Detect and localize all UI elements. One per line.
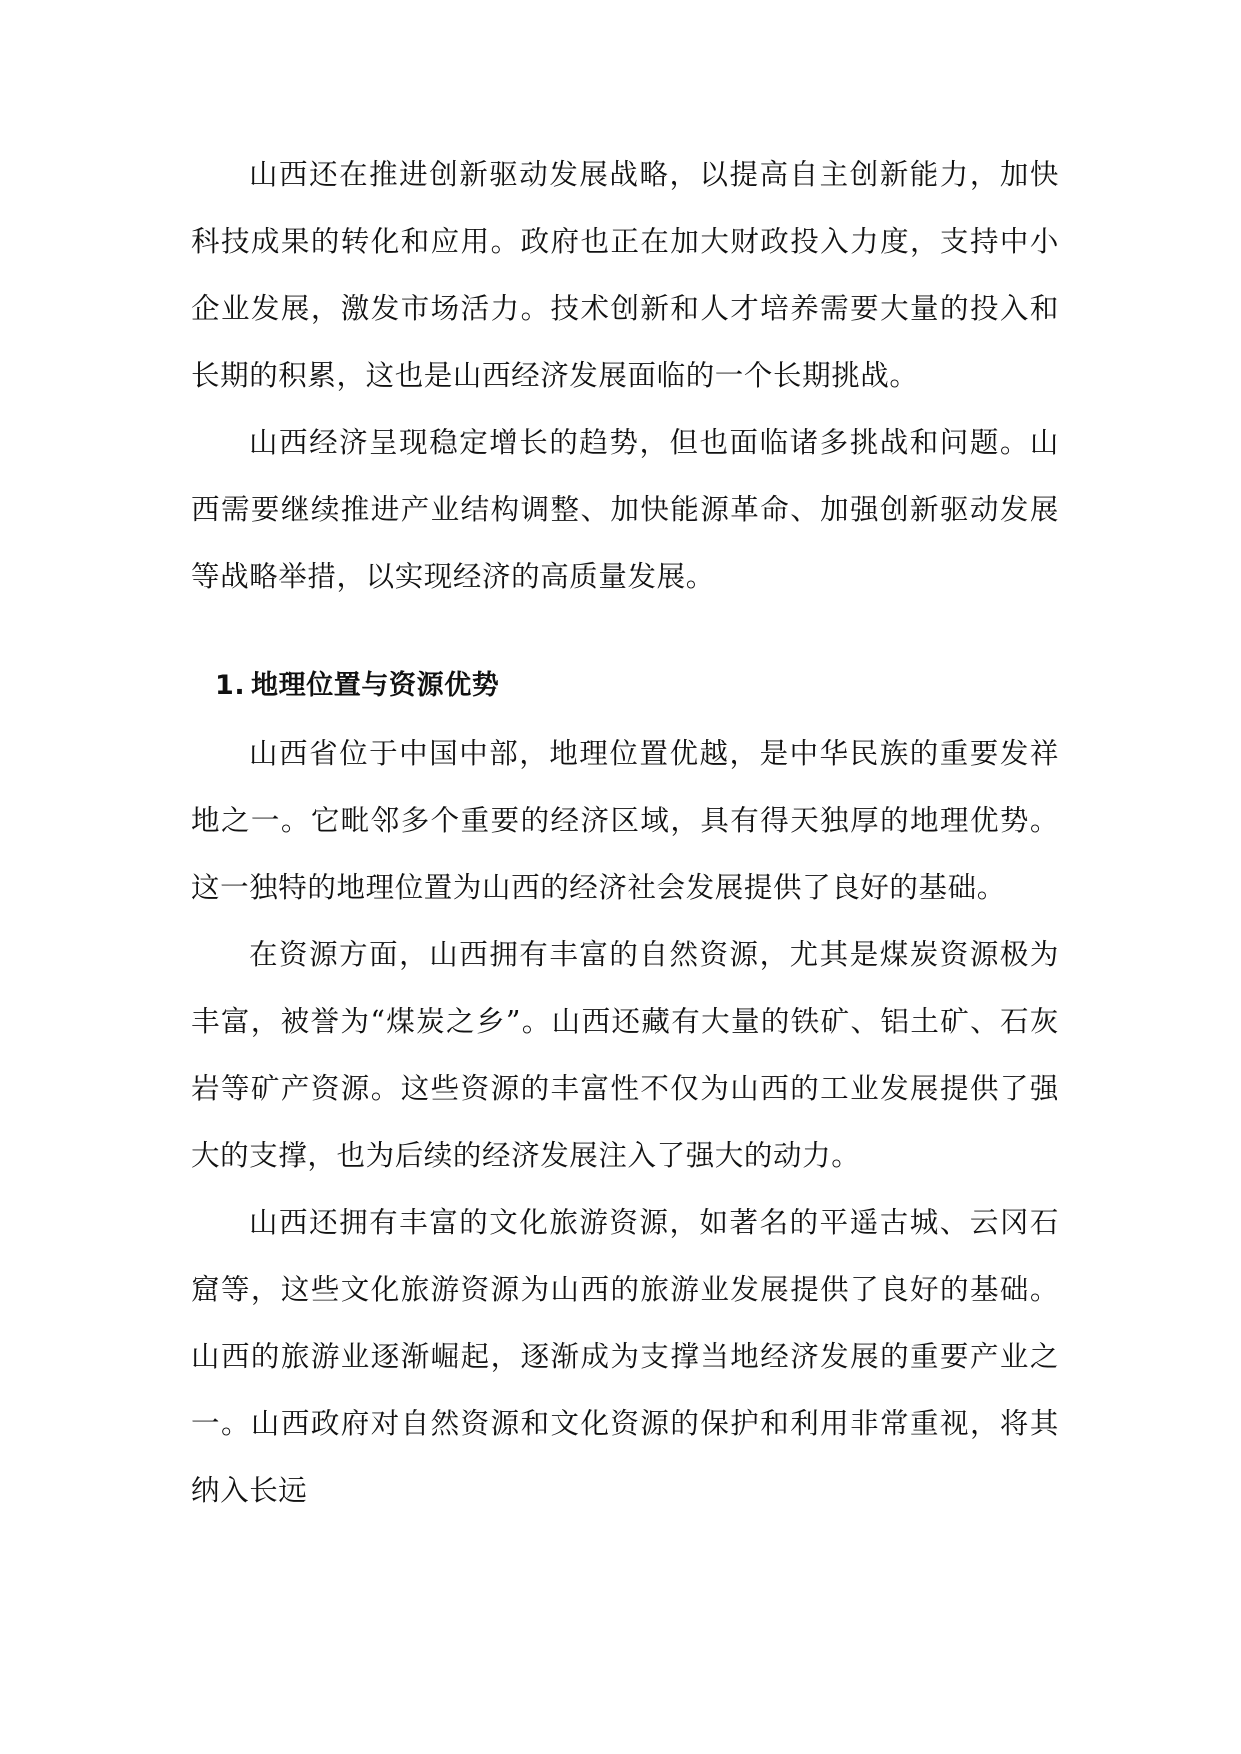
paragraph-economy-summary: 山西经济呈现稳定增长的趋势，但也面临诸多挑战和问题。山西需要继续推进产业结构调整、加快能源革命、加强创新驱动发展等战略举措，以实现经济的高质量发展。: [191, 426, 1059, 593]
paragraph-natural-resources: 在资源方面，山西拥有丰富的自然资源，尤其是煤炭资源极为丰富，被誉为“煤炭之乡”。山西还藏有大量的铁矿、铝土矿、石灰岩等矿产资源。这些资源的丰富性不仅为山西的工业发展提供了强大的支撑，也为后续的经济发展注入了强大的动力。: [191, 938, 1059, 1172]
section-heading: [191, 652, 1059, 720]
paragraph-tourism-resources: 山西还拥有丰富的文化旅游资源，如著名的平遥古城、云冈石窟等，这些文化旅游资源为山西的旅游业发展提供了良好的基础。山西的旅游业逐渐崛起，逐渐成为支撑当地经济发展的重要产业之一。山西政府对自然资源和文化资源的保护和利用非常重视，将其纳入长远: [191, 1206, 1059, 1507]
document-body: [191, 141, 1059, 1524]
section-number: 1.: [215, 670, 246, 701]
section-title: 地理位置与资源优势: [251, 670, 500, 701]
paragraph-innovation: 山西还在推进创新驱动发展战略，以提高自主创新能力，加快科技成果的转化和应用。政府也正在加大财政投入力度，支持中小企业发展，激发市场活力。技术创新和人才培养需要大量的投入和长期的积累，这也是山西经济发展面临的一个长期挑战。: [191, 158, 1059, 392]
paragraph-geography: 山西省位于中国中部，地理位置优越，是中华民族的重要发祥地之一。它毗邻多个重要的经济区域，具有得天独厚的地理优势。这一独特的地理位置为山西的经济社会发展提供了良好的基础。: [191, 737, 1059, 904]
